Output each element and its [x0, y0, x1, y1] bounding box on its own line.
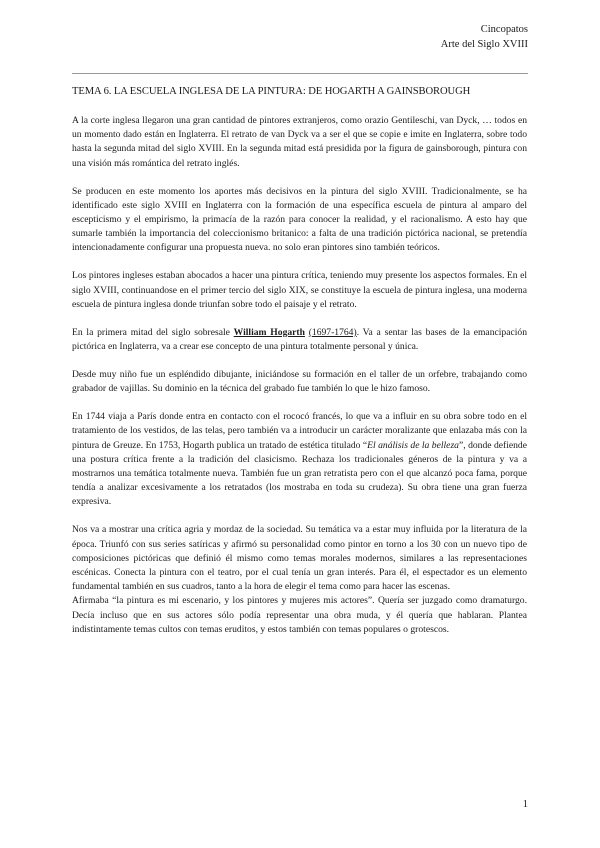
document-body: [72, 114, 527, 651]
paragraph-1: A la corte inglesa llegaron una gran cantidad de pintores extranjeros, como orazio Gentileschi, van Dyck, … todos en un momento dado están en Inglaterra. El retrato de van Dyck va a ser el que se copie e imite en Inglaterra, sobre todo hasta la segunda mitad del siglo XVIII. En la segunda mitad está presidida por la figura de gainsborough, pintura con una visión más romántica del retrato inglés.: [72, 115, 527, 169]
paragraph-8: Afirmaba “la pintura es mi escenario, y los pintores y mujeres mis actores”. Quería ser juzgado como dramaturgo. Decía incluso que en sus actores sólo podía representar una obra muda, y él quería que hablaran. Plantea indistintamente temas cultos con temas eruditos, y estos también con temas populares o grotescos.: [72, 595, 527, 635]
paragraph-4: [72, 326, 527, 354]
artist-dates: (1697-1764): [308, 326, 357, 338]
paragraph-4-after: . Va a sentar las bases de la emancipación pictórica en Inglaterra, va a crear ese concepto de una pintura totalmente personal y única.: [72, 326, 527, 353]
header-author: Cincopatos: [480, 24, 528, 35]
paragraph-4-before: En la primera mitad del siglo sobresale: [72, 326, 234, 338]
paragraph-6-before: En 1744 viaja a París donde entra en contacto con el rococó francés, lo que va a influir en su obra sobre todo en el tratamiento de los vestidos, de las telas, pero también va a introducir un carácter moralizante que enlazaba más con la pintura de Greuze. En 1753, Hogarth publica un tratado de estética titulado “: [72, 411, 527, 451]
header-course: Arte del Siglo XVIII: [440, 39, 528, 50]
paragraph-5: Desde muy niño fue un espléndido dibujante, iniciándose su formación en el taller de un orfebre, trabajando como grabador de vajillas. Su dominio en la técnica del grabado fue también lo que le hizo famoso.: [72, 369, 527, 395]
paragraph-6-after: ”, donde defiende una postura crítica frente a la tradición del clasicismo. Rechaza los tradicionales géneros de la pintura y va a mostrarnos una temática totalmente nueva. También fue un gran retratista pero con el que alcanzó poca fama, porque tendía a analizar excesivamente a los retratados (los mostraba en toda su crudeza). Su obra tiene una gran fuerza expresiva.: [72, 439, 527, 508]
page-header: [441, 22, 528, 52]
paragraph-6: [72, 410, 527, 509]
paragraph-7: Nos va a mostrar una crítica agria y mordaz de la sociedad. Su temática va a estar muy influida por la literatura de la época. Triunfó con sus series satíricas y afirmó su personalidad como pintor en torno a los 30 con un nuevo tipo de composiciones pictóricas que definió él mismo como temas morales modernos, similares a las representaciones escénicas. Conecta la pintura con el teatro, por el cual tenía un gran interés. Para él, el espectador es un elemento fundamental también en sus cuadros, tanto a la hora de elegir el tema como para hacer las escenas.: [72, 524, 527, 593]
document-title: TEMA 6. LA ESCUELA INGLESA DE LA PINTURA: DE HOGARTH A GAINSBOROUGH: [72, 86, 471, 97]
page-number: 1: [522, 799, 528, 810]
paragraph-2: Se producen en este momento los aportes más decisivos en la pintura del siglo XVIII. Tradicionalmente, se ha identificado este siglo XVIII en Inglaterra con la formación de una específica escuela de pintura al amparo del escepticismo y el empirismo, la primacía de la razón para conocer la realidad, y el racionalismo. A esto hay que sumarle también la importancia del coleccionismo britanico: a falta de una tradición pictórica nacional, se pretendía intencionadamente configurar una propuesta nueva. no solo eran pintores sino también teóricos.: [72, 185, 527, 254]
treatise-title: El análisis de la belleza: [367, 439, 459, 451]
paragraph-3: Los pintores ingleses estaban abocados a hacer una pintura crítica, teniendo muy presente los aspectos formales. En el siglo XVIII, continuandose en el primer tercio del siglo XIX, se constituye la escuela de pintura inglesa, una moderna escuela de pintura inglesa donde triunfan sobre todo el paisaje y el retrato.: [72, 270, 527, 310]
artist-name: William Hogarth: [233, 326, 305, 338]
header-divider: [72, 73, 528, 74]
